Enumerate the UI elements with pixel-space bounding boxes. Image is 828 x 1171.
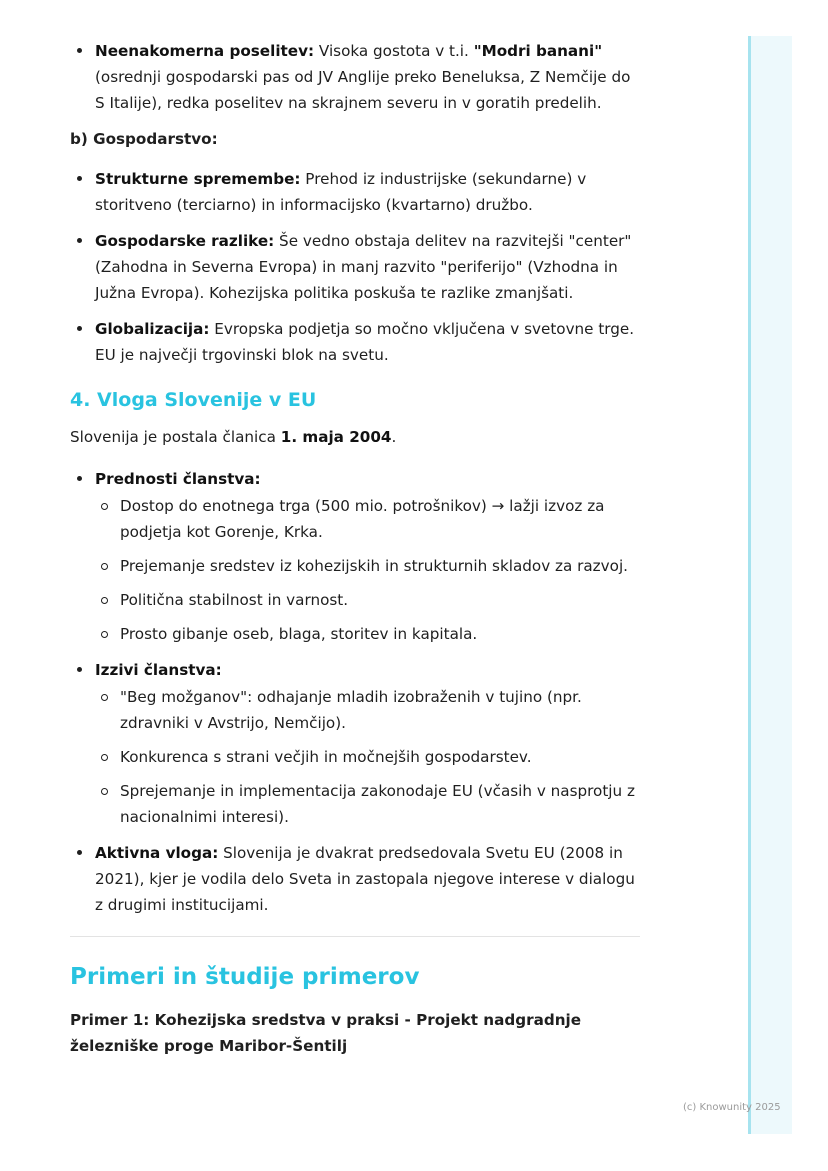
list-item-active-role (70, 840, 640, 918)
item-term-blue-banana: "Modri banani" (473, 42, 603, 60)
list-item-settlement (70, 38, 640, 116)
intro-text: Slovenija je postala članica (70, 428, 281, 446)
item-text: Slovenija je dvakrat predsedovala Svetu EU (2008 in 2021), kjer je vodila delo Sveta in zastopala njegove interese v dialogu z drugimi institucijami. (95, 844, 635, 914)
item-text: Visoka gostota v t.i. (314, 42, 474, 60)
example-title: Primer 1: Kohezijska sredstva v praksi - Projekt nadgradnje železniške proge Maribor-Šentilj (70, 1011, 582, 1055)
list-item (70, 166, 640, 218)
list-item-advantages (70, 466, 640, 647)
item-term: Aktivna vloga: (95, 844, 219, 862)
examples-heading: Primeri in študije primerov (70, 964, 420, 990)
sublist-item: Politična stabilnost in varnost. (95, 587, 640, 613)
item-text: Evropska podjetja so močno vključena v svetovne trge. EU je največji trgovinski blok na svetu. (95, 320, 635, 364)
economy-subheading: b) Gospodarstvo: (70, 130, 218, 148)
advantages-sublist (95, 493, 640, 647)
list-item (70, 316, 640, 368)
item-term: Gospodarske razlike: (95, 232, 275, 250)
item-term: Globalizacija: (95, 320, 210, 338)
list-item-challenges (70, 657, 640, 830)
intro-end: . (391, 428, 397, 446)
membership-list (70, 466, 640, 918)
item-term: Strukturne spremembe: (95, 170, 301, 188)
sublist-item: "Beg možganov": odhajanje mladih izobraženih v tujino (npr. zdravniki v Avstrijo, Nemčijo). (95, 684, 640, 736)
sublist-item: Dostop do enotnega trga (500 mio. potrošnikov) → lažji izvoz za podjetja kot Gorenje, Krka. (95, 493, 640, 545)
footer-copyright: (c) Knowunity 2025 (683, 1102, 781, 1113)
list-item (70, 228, 640, 306)
sublist-item: Konkurenca s strani večjih in močnejših gospodarstev. (95, 744, 640, 770)
membership-intro (70, 424, 640, 450)
item-term: Neenakomerna poselitev: (95, 42, 315, 60)
challenges-label: Izzivi članstva: (95, 661, 222, 679)
right-margin-bar (748, 36, 792, 1134)
item-text-cont: (osrednji gospodarski pas od JV Anglije preko Beneluksa, Z Nemčije do S Italije), redka poselitev na skrajnem severu in v goratih predelih. (95, 68, 631, 112)
economy-list (70, 166, 640, 368)
sublist-item: Prosto gibanje oseb, blaga, storitev in kapitala. (95, 621, 640, 647)
intro-date: 1. maja 2004 (280, 428, 392, 446)
population-list (70, 38, 640, 116)
item-text: Prehod iz industrijske (sekundarne) v storitveno (terciarno) in informacijsko (kvartarno) družbo. (95, 170, 587, 214)
challenges-sublist (95, 684, 640, 830)
divider (70, 936, 640, 937)
advantages-label: Prednosti članstva: (95, 470, 261, 488)
sublist-item: Prejemanje sredstev iz kohezijskih in strukturnih skladov za razvoj. (95, 553, 640, 579)
section-heading: 4. Vloga Slovenije v EU (70, 389, 317, 411)
sublist-item: Sprejemanje in implementacija zakonodaje EU (včasih v nasprotju z nacionalnimi interesi). (95, 778, 640, 830)
document-content (70, 38, 640, 1059)
item-text: Še vedno obstaja delitev na razvitejši "center" (Zahodna in Severna Evropa) in manj razvito "periferijo" (Vzhodna in Južna Evropa). Kohezijska politika poskuša te razlike zmanjšati. (95, 232, 632, 302)
